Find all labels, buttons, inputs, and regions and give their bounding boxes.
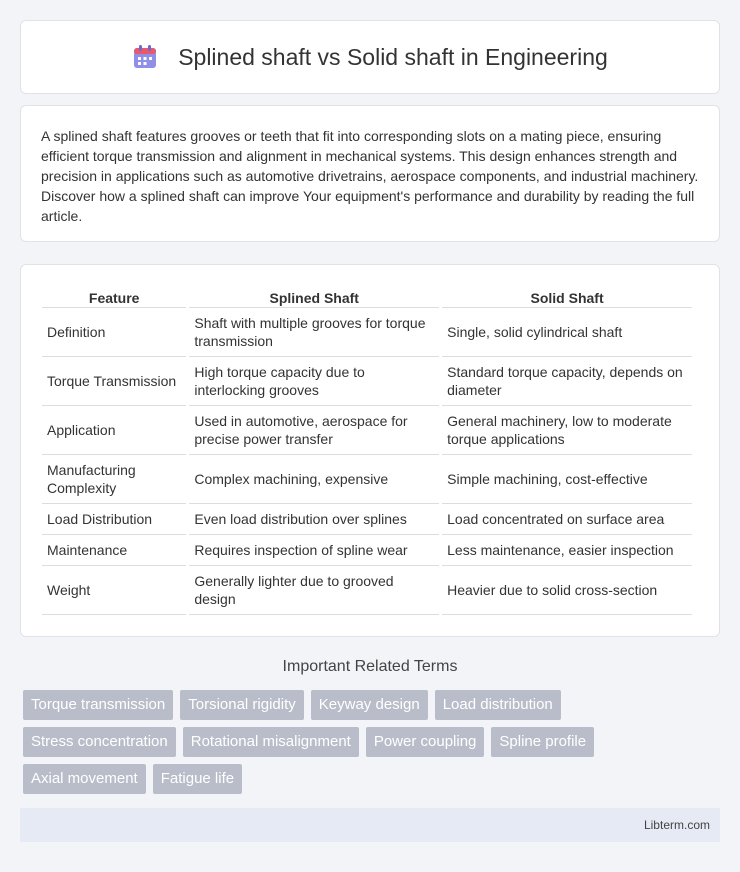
table-cell: General machinery, low to moderate torque applications <box>442 406 692 455</box>
tag-keyway-design[interactable]: Keyway design <box>311 690 428 720</box>
tag-row <box>23 764 723 794</box>
header-solid-shaft: Solid Shaft <box>442 285 692 308</box>
footer-site-link[interactable]: Libterm.com <box>643 818 710 832</box>
table-cell: Even load distribution over splines <box>189 504 439 535</box>
table-row <box>42 406 692 455</box>
header-splined-shaft: Splined Shaft <box>189 285 439 308</box>
table-cell: Less maintenance, easier inspection <box>442 535 692 566</box>
tag-power-coupling[interactable]: Power coupling <box>366 727 485 757</box>
header-feature: Feature <box>42 285 186 308</box>
table-cell: Complex machining, expensive <box>189 455 439 504</box>
table-cell: High torque capacity due to interlocking grooves <box>189 357 439 406</box>
table-cell: Torque Transmission <box>42 357 186 406</box>
tag-load-distribution[interactable]: Load distribution <box>435 690 561 720</box>
tag-axial-movement[interactable]: Axial movement <box>23 764 146 794</box>
tag-spline-profile[interactable]: Spline profile <box>491 727 594 757</box>
table-row <box>42 504 692 535</box>
tag-torque-transmission[interactable]: Torque transmission <box>23 690 173 720</box>
tag-fatigue-life[interactable]: Fatigue life <box>153 764 242 794</box>
intro-text: A splined shaft features grooves or teeth that fit into corresponding slots on a mating piece, ensuring efficient torque transmission and alignment in mechanical systems. This design enhances strength and precision in applications such as automotive drivetrains, aerospace components, and industrial machinery. Discover how a splined shaft can improve Your equipment's performance and durability by reading the full article. <box>41 128 699 224</box>
table-row <box>42 535 692 566</box>
table-row <box>42 357 692 406</box>
tag-row <box>23 727 723 757</box>
calendar-icon <box>132 44 158 70</box>
table-cell: Load Distribution <box>42 504 186 535</box>
tag-stress-concentration[interactable]: Stress concentration <box>23 727 176 757</box>
comparison-card <box>20 264 720 637</box>
tag-row <box>23 690 723 720</box>
header-card <box>20 20 720 94</box>
table-row <box>42 566 692 615</box>
table-cell: Simple machining, cost-effective <box>442 455 692 504</box>
page-title: Splined shaft vs Solid shaft in Engineering <box>178 43 608 70</box>
table-cell: Requires inspection of spline wear <box>189 535 439 566</box>
table-row <box>42 308 692 357</box>
table-cell: Manufacturing Complexity <box>42 455 186 504</box>
table-cell: Generally lighter due to grooved design <box>189 566 439 615</box>
intro-card <box>20 105 720 242</box>
table-cell: Shaft with multiple grooves for torque transmission <box>189 308 439 357</box>
tag-torsional-rigidity[interactable]: Torsional rigidity <box>180 690 304 720</box>
footer <box>20 808 720 842</box>
table-cell: Standard torque capacity, depends on diameter <box>442 357 692 406</box>
table-cell: Maintenance <box>42 535 186 566</box>
related-terms-title: Important Related Terms <box>282 658 458 675</box>
table-cell: Application <box>42 406 186 455</box>
table-row <box>42 455 692 504</box>
table-cell: Used in automotive, aerospace for precise power transfer <box>189 406 439 455</box>
table-cell: Heavier due to solid cross-section <box>442 566 692 615</box>
table-cell: Definition <box>42 308 186 357</box>
table-cell: Load concentrated on surface area <box>442 504 692 535</box>
table-cell: Weight <box>42 566 186 615</box>
tag-rotational-misalignment[interactable]: Rotational misalignment <box>183 727 359 757</box>
related-terms-list <box>23 690 723 801</box>
table-cell: Single, solid cylindrical shaft <box>442 308 692 357</box>
table-header-row <box>42 285 692 308</box>
comparison-table <box>39 285 695 615</box>
